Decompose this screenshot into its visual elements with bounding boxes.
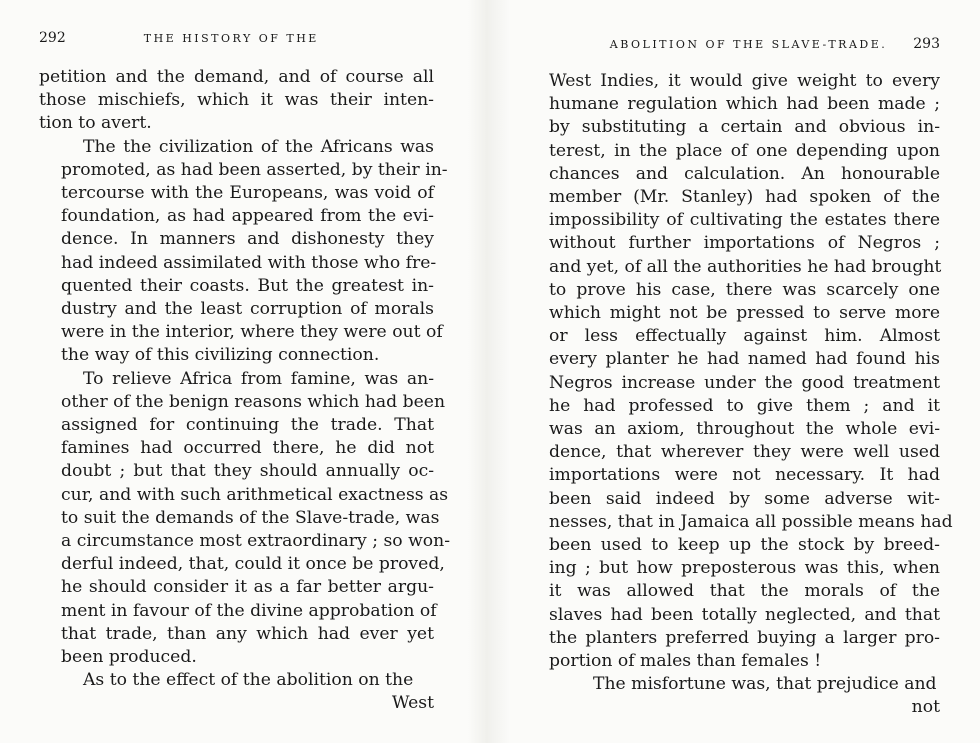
text-line: been said indeed by some adverse wit-	[549, 488, 940, 509]
text-line: portion of males than females !	[549, 651, 822, 672]
text-line: As to the effect of the abolition on the	[83, 670, 414, 691]
text-line: tercourse with the Europeans, was void of	[61, 183, 434, 204]
text-line: a circumstance most extraordinary ; so won-	[61, 531, 451, 552]
running-head-title-left: THE HISTORY OF THE	[143, 32, 319, 45]
paragraph	[39, 136, 448, 368]
right-running-head	[549, 36, 940, 64]
text-line: cur, and with such arithmetical exactness as	[61, 484, 449, 505]
page-number-left: 292	[39, 30, 66, 46]
left-page	[0, 0, 468, 743]
text-line: foundation, as had appeared from the evi-	[61, 206, 434, 227]
text-line: humane regulation which had been made ;	[549, 94, 940, 115]
left-running-head	[39, 30, 434, 58]
text-line: without further importations of Negros ;	[549, 233, 940, 254]
text-line: Negros increase under the good treatment	[549, 372, 940, 393]
right-page-text	[549, 70, 953, 696]
text-line: petition and the demand, and of course all	[39, 67, 434, 87]
text-line: terest, in the place of one depending upon	[549, 140, 940, 161]
text-line: West Indies, it would give weight to every	[549, 71, 940, 91]
text-line: quented their coasts. But the greatest in-	[61, 275, 434, 296]
text-line: those mischiefs, which it was their inten-	[39, 90, 434, 111]
text-line: been produced.	[61, 647, 197, 668]
left-page-text	[39, 66, 451, 692]
page-number-right: 293	[913, 36, 940, 52]
text-line: it was allowed that the morals of the	[549, 581, 940, 602]
book-gutter	[468, 0, 510, 743]
text-line: the way of this civilizing connection.	[61, 345, 380, 366]
text-line: nesses, that in Jamaica all possible means had	[549, 511, 953, 532]
text-line: promoted, as had been asserted, by their in-	[61, 159, 448, 180]
text-line: To relieve Africa from famine, was an-	[83, 368, 434, 389]
text-line: ment in favour of the divine approbation of	[61, 600, 437, 621]
paragraph	[39, 669, 434, 692]
catchword-left: West	[391, 693, 434, 714]
text-line: he should consider it as a far better argu-	[61, 577, 434, 598]
text-line: chances and calculation. An honourable	[549, 163, 940, 184]
text-line: dustry and the least corruption of morals	[61, 299, 434, 320]
paragraph	[39, 368, 451, 670]
text-line: The misfortune was, that prejudice and	[593, 674, 937, 695]
text-line: or less effectually against him. Almost	[549, 326, 940, 347]
text-line: ing ; but how preposterous was this, when	[549, 558, 940, 579]
running-head-title-right: ABOLITION OF THE SLAVE-TRADE.	[609, 38, 888, 51]
text-line: to suit the demands of the Slave-trade, was	[61, 507, 440, 528]
text-line: dence. In manners and dishonesty they	[61, 229, 434, 250]
text-line: slaves had been totally neglected, and that	[549, 604, 940, 625]
text-line: doubt ; but that they should annually oc-	[61, 461, 434, 482]
text-line: had indeed assimilated with those who fre-	[61, 252, 437, 273]
text-line: The the civilization of the Africans was	[83, 136, 434, 157]
text-line: assigned for continuing the trade. That	[61, 415, 434, 436]
text-line: derful indeed, that, could it once be proved,	[61, 554, 445, 575]
text-line: dence, that wherever they were well used	[549, 442, 940, 463]
paragraph	[39, 66, 434, 136]
text-line: been used to keep up the stock by breed-	[549, 535, 940, 556]
paragraph	[549, 70, 953, 673]
text-line: impossibility of cultivating the estates there	[549, 210, 940, 231]
paragraph	[549, 673, 940, 696]
text-line: importations were not necessary. It had	[549, 465, 940, 486]
text-line: to prove his case, there was scarcely one	[549, 279, 940, 300]
text-line: which might not be pressed to serve more	[549, 303, 940, 324]
text-line: that trade, than any which had ever yet	[61, 623, 434, 644]
text-line: every planter he had named had found his	[549, 349, 940, 370]
text-line: tion to avert.	[39, 113, 152, 134]
text-line: famines had occurred there, he did not	[61, 438, 434, 459]
text-line: by substituting a certain and obvious in-	[549, 117, 940, 138]
text-line: he had professed to give them ; and it	[549, 395, 940, 416]
text-line: were in the interior, where they were out of	[61, 322, 443, 343]
text-line: and yet, of all the authorities he had brought	[549, 256, 942, 277]
catchword-right: not	[911, 697, 940, 718]
text-line: other of the benign reasons which had been	[61, 391, 446, 412]
text-line: was an axiom, throughout the whole evi-	[549, 419, 940, 440]
text-line: member (Mr. Stanley) had spoken of the	[549, 187, 940, 208]
right-page	[510, 0, 980, 743]
text-line: the planters preferred buying a larger pro-	[549, 627, 940, 648]
